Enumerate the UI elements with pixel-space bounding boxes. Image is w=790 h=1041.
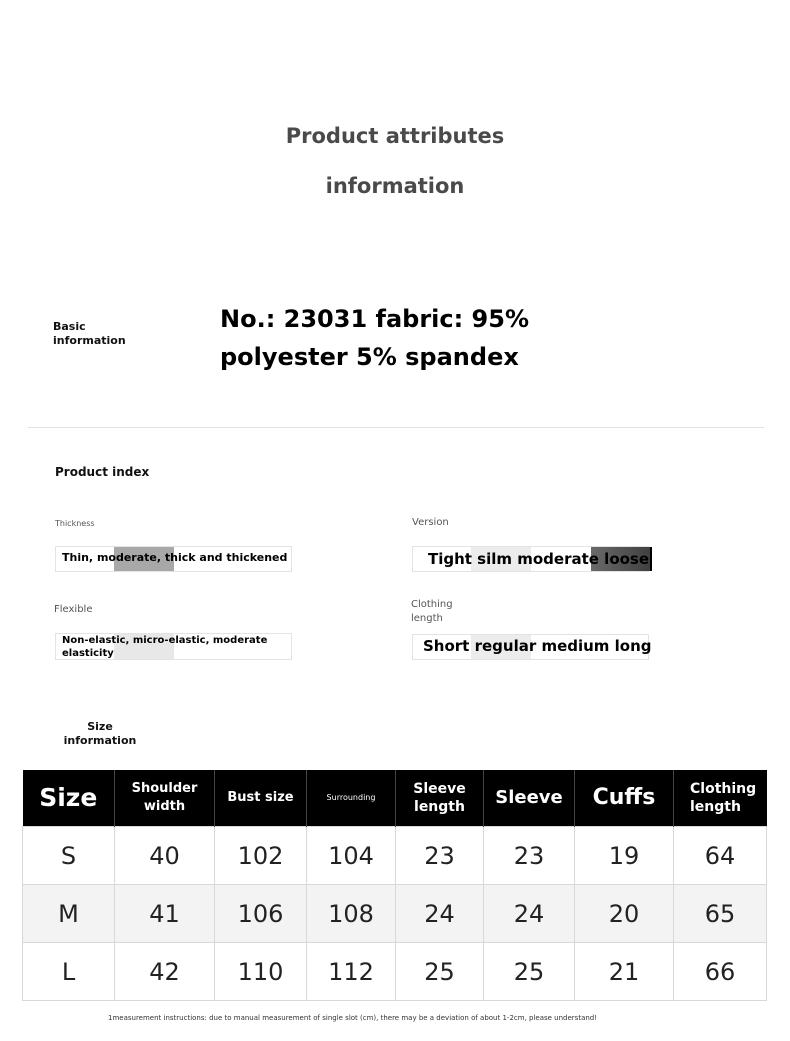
table-cell: M (23, 885, 115, 943)
table-cell: 19 (575, 827, 674, 885)
divider (28, 427, 764, 428)
header-clothing-length: Clothing length (674, 770, 767, 827)
clothing-length-label: Clothing length (411, 599, 453, 624)
thickness-label: Thickness (55, 519, 95, 528)
table-row (23, 885, 767, 943)
table-cell: 20 (575, 885, 674, 943)
table-cell: 112 (307, 943, 396, 1001)
header-sleeve: Sleeve (484, 770, 575, 827)
page-title-line1: Product attributes (285, 124, 505, 148)
size-table (22, 770, 767, 1001)
clothing-length-scale (412, 634, 652, 660)
basic-info-value-line1: No.: 23031 fabric: 95% (220, 305, 529, 333)
table-cell: 42 (115, 943, 215, 1001)
table-cell: 25 (484, 943, 575, 1001)
basic-info-value (220, 300, 550, 376)
table-cell: 40 (115, 827, 215, 885)
basic-info-value-line2: polyester 5% spandex (220, 343, 519, 371)
table-cell: 25 (396, 943, 484, 1001)
header-shoulder-width: Shoulder width (115, 770, 215, 827)
table-cell: 23 (484, 827, 575, 885)
table-cell: 64 (674, 827, 767, 885)
table-cell: 21 (575, 943, 674, 1001)
flexible-text: Non-elastic, micro-elastic, moderate elasticity (62, 635, 268, 659)
table-cell: 110 (215, 943, 307, 1001)
version-text: Tight silm moderate loose (428, 550, 650, 568)
clothing-length-text: Short regular medium long (423, 637, 652, 655)
table-cell: 106 (215, 885, 307, 943)
table-row (23, 943, 767, 1001)
thickness-text: Thin, moderate, thick and thickened (62, 551, 288, 564)
size-table-header (23, 770, 767, 827)
header-cuffs: Cuffs (575, 770, 674, 827)
table-cell: S (23, 827, 115, 885)
header-sleeve-length: Sleeve length (396, 770, 484, 827)
header-bust-size: Bust size (215, 770, 307, 827)
page-title-line2: information (325, 174, 465, 198)
header-surrounding: Surrounding (307, 770, 396, 827)
thickness-scale (55, 546, 292, 572)
flexible-label: Flexible (54, 604, 93, 615)
flexible-scale (55, 633, 292, 660)
size-info-label: Size information (63, 720, 137, 747)
table-cell: 104 (307, 827, 396, 885)
table-cell: 24 (396, 885, 484, 943)
table-cell: L (23, 943, 115, 1001)
product-index-title: Product index (55, 465, 150, 479)
basic-info-label: Basic information (53, 320, 126, 347)
table-cell: 108 (307, 885, 396, 943)
version-label: Version (412, 517, 449, 528)
table-cell: 24 (484, 885, 575, 943)
table-cell: 65 (674, 885, 767, 943)
table-cell: 41 (115, 885, 215, 943)
header-size: Size (23, 770, 115, 827)
measurement-note: 1measurement instructions: due to manual measurement of single slot (cm), there may be a deviation of about 1-2cm, please understand! (108, 1014, 598, 1022)
table-row (23, 827, 767, 885)
version-scale (412, 546, 649, 572)
table-cell: 102 (215, 827, 307, 885)
table-cell: 23 (396, 827, 484, 885)
table-cell: 66 (674, 943, 767, 1001)
